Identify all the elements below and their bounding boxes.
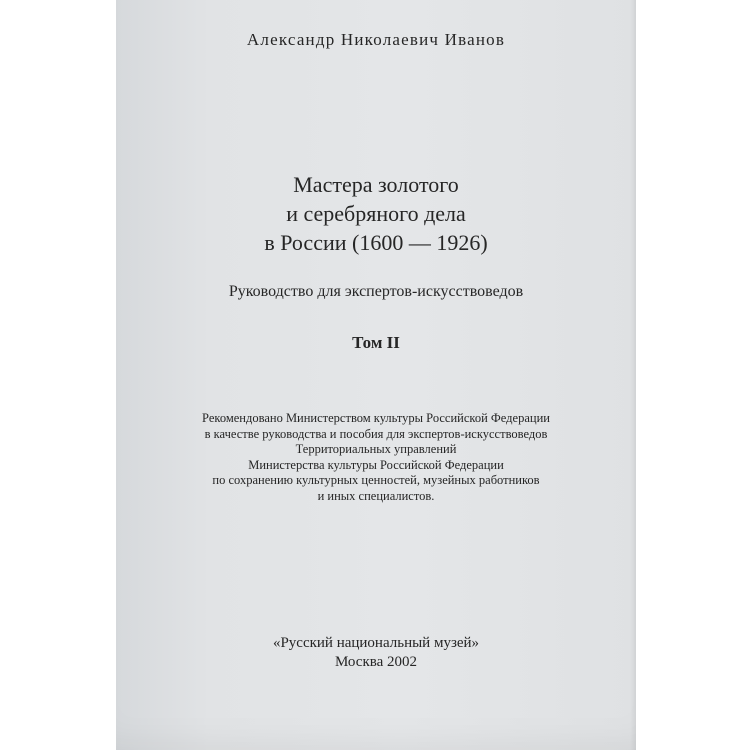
recommendation-line: по сохранению культурных ценностей, музейных работников	[212, 473, 540, 487]
author-name: Александр Николаевич Иванов	[246, 30, 506, 49]
title-line: и серебряного дела	[286, 201, 466, 226]
publisher-name: «Русский национальный музей»	[272, 635, 480, 651]
recommendation-line: и иных специалистов.	[317, 488, 435, 503]
title-line: в России (1600 — 1926)	[264, 230, 488, 255]
recommendation-line: в качестве руководства и пособия для экспертов-искусствоведов	[204, 426, 548, 441]
volume-label: Том II	[352, 333, 400, 352]
book-title	[116, 170, 636, 257]
book-subtitle: Руководство для экспертов-искусствоведов	[228, 283, 524, 300]
recommendation-line: Рекомендовано Министерством культуры Российской Федерации	[202, 411, 550, 425]
title-line: Мастера золотого	[293, 172, 459, 197]
recommendation-line: Территориальных управлений	[295, 442, 457, 456]
publisher-imprint	[116, 634, 636, 672]
place-year: Москва 2002	[334, 654, 418, 670]
recommendation-line: Министерства культуры Российской Федерации	[248, 457, 504, 472]
title-page	[116, 0, 636, 750]
recommendation-text	[116, 411, 636, 504]
